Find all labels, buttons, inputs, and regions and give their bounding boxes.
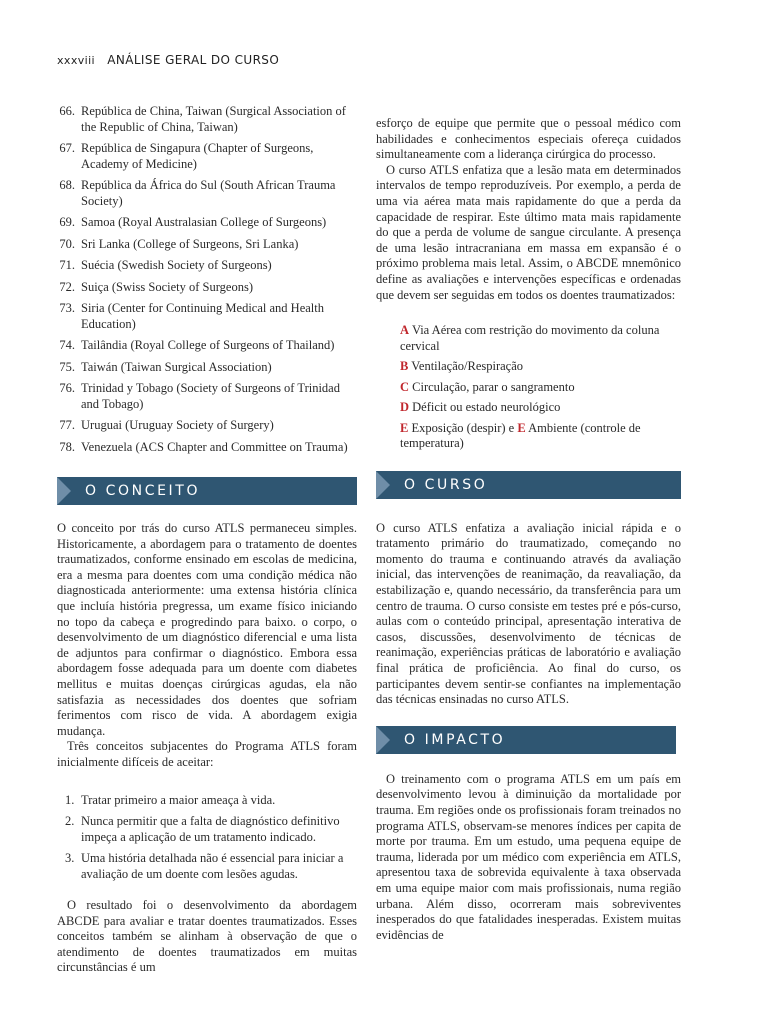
item-text: Siria (Center for Continuing Medical and Health Education)	[81, 301, 324, 331]
intro-paragraph: esforço de equipe que permite que o pessoal médico com habilidades e conhecimentos especiais ofereça cuidados simultaneamente com a liderança cirúrgica do processo.	[376, 116, 681, 162]
item-text: Trinidad y Tobago (Society of Surgeons of Trinidad and Tobago)	[81, 381, 340, 411]
list-item	[57, 104, 357, 135]
item-text: Nunca permitir que a falta de diagnóstico definitivo impeça a aplicação de um tratamento indicado.	[81, 814, 340, 844]
section-heading-curso	[376, 471, 681, 499]
list-item	[57, 814, 357, 845]
impacto-paragraph: O treinamento com o programa ATLS em um país em desenvolvimento levou à diminuição da mortalidade por trauma. Em regiões onde os profissionais foram treinados no programa ATLS, observam-se menores índices per capita de morte por trauma. Em um estudo, uma pequena equipe de trauma, liderada por um médico com experiência em ATLS, apresentou taxa de sobrevida equivalente à taxa observada em uma equipe maior com mais profissionais, numa região urbana. Além disso, ocorreram mais sobreviventes inesperados do que fatalidades inesperadas. Existem muitas evidências de	[376, 771, 681, 942]
curso-paragraph: O curso ATLS enfatiza a avaliação inicial rápida e o tratamento primário do traumatizado, começando no momento do trauma e continuando através da avaliação inicial, das intervenções de reanimação, da reavaliação, da estabilização e, quando necessário, da transferência para um centro de trauma. O curso consiste em testes pré e pós-curso, aulas com o conteúdo principal, apresentação interativa de casos, discussões, desenvolvimento de técnicas de reanimação, experiências práticas de laboratório e avaliação final prática de proficiência. Ao final do curso, os participantes devem sentir-se confiantes na implementação das técnicas ensinadas no curso ATLS.	[376, 520, 681, 707]
list-item	[57, 418, 357, 434]
list-item	[57, 215, 357, 231]
item-number: 77.	[59, 418, 75, 432]
list-item	[57, 793, 357, 809]
list-item	[57, 440, 357, 456]
item-number: 75.	[59, 359, 75, 374]
society-list	[57, 104, 357, 455]
running-header	[57, 53, 279, 67]
list-item	[57, 178, 357, 209]
item-text: Suécia (Swedish Society of Surgeons)	[81, 258, 272, 272]
item-text: República de Singapura (Chapter of Surgeons, Academy of Medicine)	[81, 141, 314, 171]
chapter-title: ANÁLISE GERAL DO CURSO	[107, 53, 280, 67]
item-number: 70.	[59, 236, 75, 251]
item-number: 72.	[59, 279, 75, 294]
item-text: Uma história detalhada não é essencial para iniciar a avaliação de um doente com lesões agudas.	[81, 851, 344, 881]
item-number: 73.	[59, 301, 75, 315]
item-text: República da África do Sul (South African Trauma Society)	[81, 178, 336, 208]
abcde-list	[400, 323, 681, 452]
page-number: xxxviii	[57, 54, 96, 67]
triangle-marker-icon	[376, 471, 390, 499]
list-item	[57, 258, 357, 274]
item-number: 74.	[59, 338, 75, 352]
left-column	[57, 104, 357, 976]
item-text: Tratar primeiro a maior ameaça à vida.	[81, 792, 276, 807]
list-item	[57, 851, 357, 882]
conceito-paragraph-1: O conceito por trás do curso ATLS permaneceu simples. Historicamente, a abordagem para o tratamento de doentes traumatizados, conforme ensinado em escolas de medicina, era a mesma para doentes com uma condição médica não diagnosticada anteriormente: uma extensa história clínica que incluía história pregressa, um exame físico iniciando no topo da cabeça e progredindo para baixo. o corpo, o desenvolvimento de um diagnóstico diferencial e uma lista de adjuntos para confirmar o diagnóstico. Embora essa abordagem fosse adequada para um doente com diabetes mellitus e muitas doenças cirúrgicas agudas, ela não satisfazia as necessidades dos doentes que sofriam ferimentos com risco de vida. A abordagem exigia mudança.	[57, 521, 357, 738]
abcde-item-e: E Exposição (despir) e E Ambiente (controle de temperatura)	[400, 420, 641, 451]
list-item	[57, 301, 357, 332]
abcde-item-c: C Circulação, parar o sangramento	[400, 379, 575, 394]
item-text: República de China, Taiwan (Surgical Association of the Republic of China, Taiwan)	[81, 104, 346, 134]
heading-text: O CONCEITO	[85, 483, 201, 499]
item-text: Venezuela (ACS Chapter and Committee on Trauma)	[81, 439, 348, 454]
triangle-marker-icon	[57, 477, 71, 505]
item-text: Tailândia (Royal College of Surgeons of Thailand)	[81, 338, 335, 352]
section-heading-conceito	[57, 477, 357, 505]
right-column	[376, 116, 681, 943]
item-number: 69.	[59, 215, 75, 229]
item-text: Uruguai (Uruguay Society of Surgery)	[81, 418, 274, 432]
triangle-marker-icon	[376, 726, 390, 754]
heading-text: O IMPACTO	[404, 731, 506, 748]
list-item	[57, 141, 357, 172]
item-number: 67.	[59, 141, 75, 155]
abcde-item-b: B Ventilação/Respiração	[400, 359, 524, 374]
list-item	[57, 360, 357, 376]
item-text: Suiça (Swiss Society of Surgeons)	[81, 279, 253, 294]
item-number: 1.	[65, 792, 75, 807]
item-number: 78.	[59, 439, 75, 454]
abcde-item-a: A Via Aérea com restrição do movimento da coluna cervical	[400, 323, 660, 353]
item-number: 71.	[59, 258, 75, 272]
section-heading-impacto	[376, 726, 676, 754]
conceito-paragraph-2: Três conceitos subjacentes do Programa ATLS foram inicialmente difíceis de aceitar:	[57, 739, 357, 769]
item-number: 2.	[65, 814, 75, 828]
abcde-item-d: D Déficit ou estado neurológico	[400, 400, 561, 415]
item-number: 68.	[59, 178, 75, 192]
conceito-paragraph-3: O resultado foi o desenvolvimento da abordagem ABCDE para avaliar e tratar doentes traumatizados. Esses conceitos também se alinham à observação de que o atendimento de doentes traumatizados em muitas circunstâncias é um	[57, 898, 357, 975]
item-number: 76.	[59, 381, 75, 395]
lethality-paragraph: O curso ATLS enfatiza que a lesão mata em determinados intervalos de tempo reproduzíveis. Por exemplo, a perda de uma via aérea mata mais rapidamente do que a perda da capacidade de respirar. Este último mata mais rapidamente do que a perda de volume de sangue circulante. A presença de uma lesão intracraniana em massa em expansão é o próximo problema mais letal. Assim, o ABCDE mnemônico define as avaliações e intervenções específicas e ordenadas que devem ser seguidas em todos os doentes traumatizados:	[376, 162, 681, 302]
heading-text: O CURSO	[404, 476, 488, 493]
item-number: 66.	[59, 104, 75, 118]
item-text: Taiwán (Taiwan Surgical Association)	[81, 359, 272, 374]
list-item	[57, 338, 357, 354]
concepts-list	[57, 793, 357, 883]
item-number: 3.	[65, 851, 75, 865]
list-item	[57, 237, 357, 253]
item-text: Samoa (Royal Australasian College of Surgeons)	[81, 215, 327, 229]
list-item	[57, 280, 357, 296]
list-item	[57, 381, 357, 412]
item-text: Sri Lanka (College of Surgeons, Sri Lanka)	[81, 236, 299, 251]
